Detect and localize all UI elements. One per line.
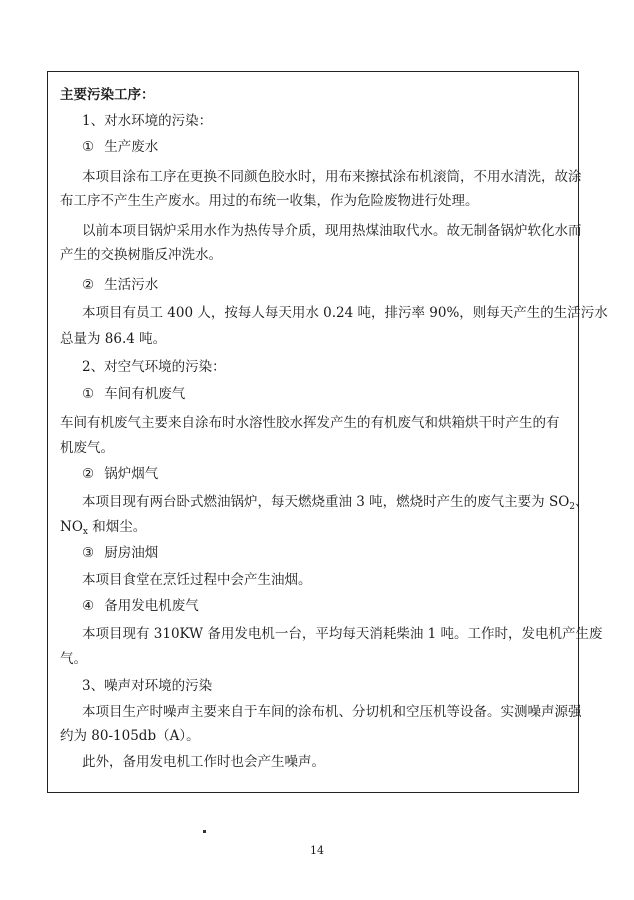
circle-number-1-icon: ① [82,386,95,402]
generator-exhaust-title [82,597,572,615]
paragraph-line: 本项目生产时噪声主要来自于车间的涂布机、分切机和空压机等设备。实测噪声源强 [82,704,582,720]
noise-section-title: 3、噪声对环境的污染 [82,678,213,694]
paragraph-line: $NO_x$ 和烟尘。 [60,519,147,537]
workshop-gas-title [82,385,572,403]
paragraph-line: 车间有机废气主要来自涂布时水溶性胶水挥发产生的有机废气和烘箱烘干时产生的有 [60,415,560,431]
air-section-title: 2、对空气环境的污染： [82,359,226,375]
boiler-flue-gas-label: 锅炉烟气 [104,466,159,482]
circle-number-2-icon: ② [82,277,95,293]
scan-speck [203,830,206,833]
circle-number-3-icon: ③ [82,545,95,561]
paragraph-line: 总量为 86.4 吨。 [60,331,167,347]
section-heading: 主要污染工序： [60,87,155,103]
circle-number-1-icon: ① [82,139,95,155]
circle-number-4-icon: ④ [82,598,95,614]
domestic-sewage-title [82,276,572,294]
boiler-flue-gas-title [82,465,572,483]
paragraph-line: 以前本项目锅炉采用水作为热传导介质，现用热煤油取代水。故无制备锅炉软化水而 [82,223,582,239]
paragraph-line: 产生的交换树脂反冲洗水。 [60,247,222,263]
page-number: 14 [310,844,324,857]
production-wastewater-label: 生产废水 [104,139,159,155]
paragraph-line: 此外，备用发电机工作时也会产生噪声。 [82,754,325,770]
paragraph-line: 本项目涂布工序在更换不同颜色胶水时，用布来擦拭涂布机滚筒，不用水清洗，故涂 [82,169,582,185]
kitchen-fumes-title [82,544,572,562]
production-wastewater-title [82,138,572,156]
paragraph-line: 约为 80-105db（A）。 [60,728,200,744]
paragraph-line: 机废气。 [60,440,114,456]
paragraph-line: 本项目现有两台卧式燃油锅炉，每天燃烧重油 3 吨，燃烧时产生的废气主要为 $SO_2$、 [82,494,589,512]
water-section-title: 1、对水环境的污染： [82,113,213,129]
circle-number-2-icon: ② [82,466,95,482]
generator-exhaust-label: 备用发电机废气 [104,598,199,614]
kitchen-fumes-label: 厨房油烟 [104,545,159,561]
paragraph-line: 气。 [60,651,87,667]
paragraph-line: 本项目有员工 400 人，按每人每天用水 0.24 吨，排污率 90%，则每天产生的生活污水 [82,305,608,321]
paragraph-line: 布工序不产生生产废水。用过的布统一收集，作为危险废物进行处理。 [60,193,479,209]
subscript-2: 2 [569,502,576,512]
subscript-x: x [82,527,88,537]
paragraph-line: 本项目现有 310KW 备用发电机一台，平均每天消耗柴油 1 吨。工作时，发电机产生废 [82,626,603,642]
paragraph-line: 本项目食堂在烹饪过程中会产生油烟。 [82,572,312,588]
workshop-gas-label: 车间有机废气 [104,386,186,402]
domestic-sewage-label: 生活污水 [104,277,159,293]
